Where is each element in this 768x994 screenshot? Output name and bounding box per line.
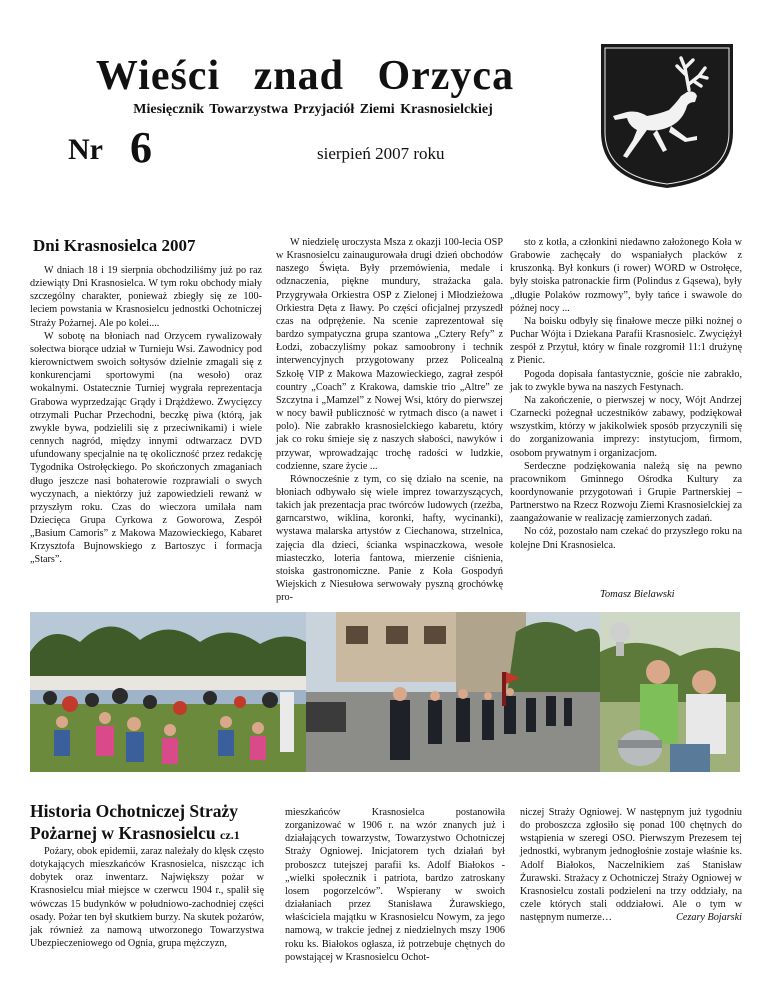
article-column [30,264,262,567]
firefighters-parade-photo [306,612,600,772]
paragraph: Równocześnie z tym, co się działo na scenie, na błoniach odbywało się wiele imprez towarzyszących, takich jak prezentacja prac twórców ludowych (rzeźba, garncarstwo, wiklina, koronki, hafty, wycinanki), wystawa malarska artystów z Ciechanowa, strzelnica, zajęcia dla dzieci, ścianka wspinaczkowa, wesołe miasteczko, loteria fantowa, mierzenie ciśnienia, stoiska gastronomiczne. Panie z Koła Gospodyń Wiejskich z Niesułowa serwowały pyszną grochówkę pro- [276,473,503,604]
article-heading: Dni Krasnosielca 2007 [33,236,196,255]
author-signature: Tomasz Bielawski [600,589,675,600]
paragraph: W sobotę na błoniach nad Orzycem rywalizowały sołectwa biorące udział w Turnieju Wsi. Zawodnicy pod kierownictwem swoich sołtysów dzielnie zmagali się z konkurencjami sportowymi (na wesoło) oraz wokalnymi. Ostatecznie Turniej wygrała reprezentacja Grabowa wyprzedzając Grądy i Drążdżewo. Zwycięzcy otrzymali Puchar Przechodni, beczkę piwa (którą, jak zwykle bywa, podzielili się z przeciwnikami) i wiele cennych nagród, między innymi odtwarzacz DVD ufundowany specjalnie na tę okoliczność przez redakcję Tygodnika Ostrołęckiego. Po skończonych zmaganiach długo jeszcze nasi bohaterowie rozprawiali o swych wyczynach, a niektórzy już zapowiedzieli rewanż w przyszłym roku. Czas do wieczora umilała nam Dziecięca Grupa Cyrkowa z Goworowa, Zespół „Basium Camoris” z Makowa Mazowieckiego, Kabaret Krzysztofa Bujnowskiego z Bartoszyc i formacja „Stars”. [30,330,262,566]
paragraph: Na zakończenie, o pierwszej w nocy, Wójt Andrzej Czarnecki pożegnał uczestników zabawy, podziękował wszystkim, którzy w jakikolwiek sposób przyczynili się do zorganizowania imprezy: instytucjom, firmom, osobom prywatnym i organizacjom. [510,394,742,459]
article-heading-part: cz.1 [220,828,240,842]
festival-crowd-photo [30,612,306,772]
paragraph: Pogoda dopisała fantastycznie, goście nie zabrakło, jak to zwykle bywa na naszych Festynach. [510,368,742,393]
trophy-winners-photo [600,612,740,772]
paragraph: mieszkańców Krasnosielca postanowiła zorganizować w 1906 r. na wzór znanych już i działających towarzystw, Towarzystwo Ochotniczej Straży Ogniowej. Inicjatorem tych działań był proboszcz tutejszej parafii ks. Adolf Białokos - „wielki społecznik i patriota, bardzo zatroskany losem pogorzelców”. Wspierany w swoich działaniach przez Stanisława Żurawskiego, właściciela majątku w Krasnosielcu Nowym, za jego namową, w trakcie jednej z niedzielnych mszy 1906 roku ks. Białokos ogłasza, iż potrzebuje chętnych do powstającej w Krasnosielcu Ochot- [285,807,505,963]
paragraph: No cóż, pozostało nam czekać do przyszłego roku na kolejne Dni Krasnosielca. [510,526,742,551]
paragraph-text: niczej Straży Ogniowej. W następnym już tygodniu do proboszcza zgłosiło się ponad 100 chętnych do wstąpienia w szeregi OSO. Pierwszym Prezesem tej jednostki, wybranym jednogłośnie zostaje właśnie ks. Adolf Białokos, Naczelnikiem zaś Stanisław Żurawski. Strażacy z Ochotniczej Straży Ogniowej w Krasnosielcu zostali podzieleni na trzy oddziały, na czele których stali oddziałowi. Ale o tym w następnym numerze… [520,807,742,924]
paragraph: Serdeczne podziękowania należą się na pewno pracownikom Gminnego Ośrodka Kultury za koordynowanie przygotowań i Grupie Partnerskiej – Partnerstwo na Rzecz Rozwoju Ziemi Krasnosielckiej za zaangażowanie w realizację zamierzonych zadań. [510,460,742,525]
issue-label: Nr [68,133,103,166]
paragraph: Pożary, obok epidemii, zaraz należały do klęsk często dotykających mieszkańców Krasnosielca, niszcząc ich dobytek oraz inwentarz. Największy pożar w Krasnosielcu miał miejsce w czerwcu 1904 r., spalił się wówczas 15 budynków w południowo-zachodniej części osady. Pożar ten był skutkiem burzy. Na skutek pożarów, jak również za namową utworzonego Towarzystwa Ubezpieczeniowego od Ognia, grupa mężczyzn, [30,846,264,950]
article-heading-text: Historia Ochotniczej Straży Pożarnej w Krasnosielcu [30,801,239,843]
issue-date: sierpień 2007 roku [317,144,445,163]
author-signature: Cezary Bojarski [676,912,742,924]
deer-crest-icon [597,40,737,190]
article-column [276,236,503,604]
paragraph: W dniach 18 i 19 sierpnia obchodziliśmy już po raz dziewiąty Dni Krasnosielca. W tym roku obchody miały szczególny charakter, ponieważ zbiegły się ze 100-leciem powstania w Krasnosielcu jednostki Ochotniczej Straży Pożarnej. Ale po kolei.... [30,265,262,329]
newspaper-subtitle: Miesięcznik Towarzystwa Przyjaciół Ziemi Krasnosielckiej [133,102,493,117]
article-column [510,236,742,552]
paragraph: W niedzielę uroczysta Msza z okazji 100-lecia OSP w Krasnosielcu zainaugurowała drugi dzień obchodów naszego Święta. Były przemówienia, medale i odznaczenia, piękne mundury, strażacka gala. Przygrywała Orkiestra OSP z Zielonej i Młodzieżowa Orkiestra Dęta z Iławy. Po części oficjalnej przyszedł czas na odprężenie. Na scenie zaprezentował się bardzo sympatyczna grupa szantowa „Cztery Refy” z Łodzi, zobaczyliśmy pokaz samoobrony i technik interwencyjnych przygotowany przez Policealną Szkołę VIP z Makowa Mazowieckiego, zagrał zespół country „Coach” z Krakowa, damskie trio „Altre” ze Szczytna i „Mamzel” z Nowej Wsi, który do pierwszej w nocy bawił publiczność w rytmach disco (a nawet i polo). Nie zabrakło krasnosielckiego kabaretu, który jak co roku śmieje się z naszych słabości, nawyków i przywar, wprowadzając trochę radości w ludzkie, codzienne, szare życie ... [276,237,503,472]
paragraph: sto z kotła, a członkini niedawno założonego Koła w Grabowie zachęcały do wspaniałych placków z kruszonką. Był konkurs (i rower) WORD w Ostrołęce, były stoiska patronackie firm (Polindus z Gąsewa), były „długie Polaków rozmowy”, były tańce i swawole do późnej nocy ... [510,237,742,314]
paragraph [520,806,742,924]
article-column [520,806,742,924]
issue-number: 6 [130,123,152,172]
article-column [285,806,505,964]
paragraph: Na boisku odbyły się finałowe mecze piłki nożnej o Puchar Wójta i Dziekana Parafii Krasnosielc. Zwyciężył zespół z Przytuł, który w finale rozgromił 11:1 drużynę z Pienic. [510,315,742,367]
newspaper-title: Wieści znad Orzyca [95,53,515,99]
article-heading [30,800,265,846]
article-column [30,845,264,950]
